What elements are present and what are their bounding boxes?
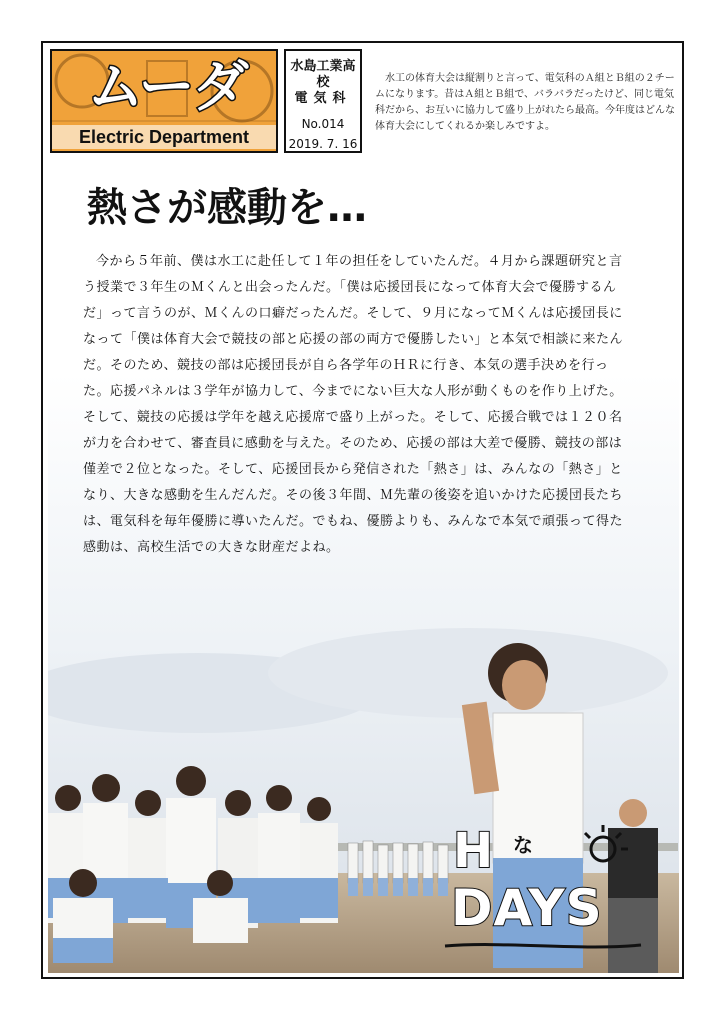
issue-date: 2019. 7. 16 [288, 137, 358, 151]
logo-title: ムーダ [87, 55, 247, 120]
newsletter-page [41, 41, 684, 979]
school-name: 水島工業高校 [290, 59, 356, 90]
stamp-letter: H [453, 823, 494, 879]
issue-number: No.014 [301, 117, 345, 131]
intro-text: 水工の体育大会は縦割りと言って、電気科のＡ組とＢ組の２チームになります。昔はＡ組とＢ組で、バラバラだったけど、同じ電気科だから、お互いに協力して盛り上がれたら最高。今年度はどんな体育大会にしてくれるか楽しみですよ。 [375, 73, 675, 132]
article-body [83, 249, 635, 561]
masthead-logo [50, 49, 278, 153]
department-name: 電気科 [294, 91, 352, 106]
logo-subtitle: Electric Department [52, 125, 276, 149]
stamp-kana: な [513, 833, 533, 857]
article-headline: 熱さが感動を… [87, 185, 367, 231]
underline-doodle-icon [443, 939, 643, 953]
sun-doodle-icon [573, 823, 633, 873]
stamp-word: DAYS [451, 879, 603, 937]
issue-info-box [284, 49, 362, 153]
article-paragraph: 今から５年前、僕は水工に赴任して１年の担任をしていたんだ。４月から課題研究と言う授業で３年生のＭくんと出会ったんだ。「僕は応援団長になって体育大会で優勝するんだ」って言うのが、Ｍくんの口癖だったんだ。そして、９月になってＭくんは応援団長になって「僕は体育大会で競技の部と応援の部の両方で優勝したい」と本気で相談に来たんだ。そのため、競技の部は応援団長が自ら各学年のＨＲに行き、本気の選手決めを行った。応援パネルは３学年が協力して、今までにない巨大な人形が動くものを作り上げた。そして、競技の応援は学年を越え応援席で盛り上がった。そして、応援合戦では１２０名が力を合わせて、審査員に感動を与えた。そのため、応援の部は大差で優勝、競技の部は僅差で２位となった。そして、応援団長から発信された「熱さ」は、みんなの「熱さ」となり、大きな感動を生んだんだ。その後３年間、Ｍ先輩の後姿を追いかけた応援団長たちは、電気科を毎年優勝に導いたんだ。でもね、優勝よりも、みんなで本気で頑張って得た感動は、高校生活での大きな財産だよね。 [83, 254, 624, 555]
h-na-days-stamp [433, 813, 653, 953]
